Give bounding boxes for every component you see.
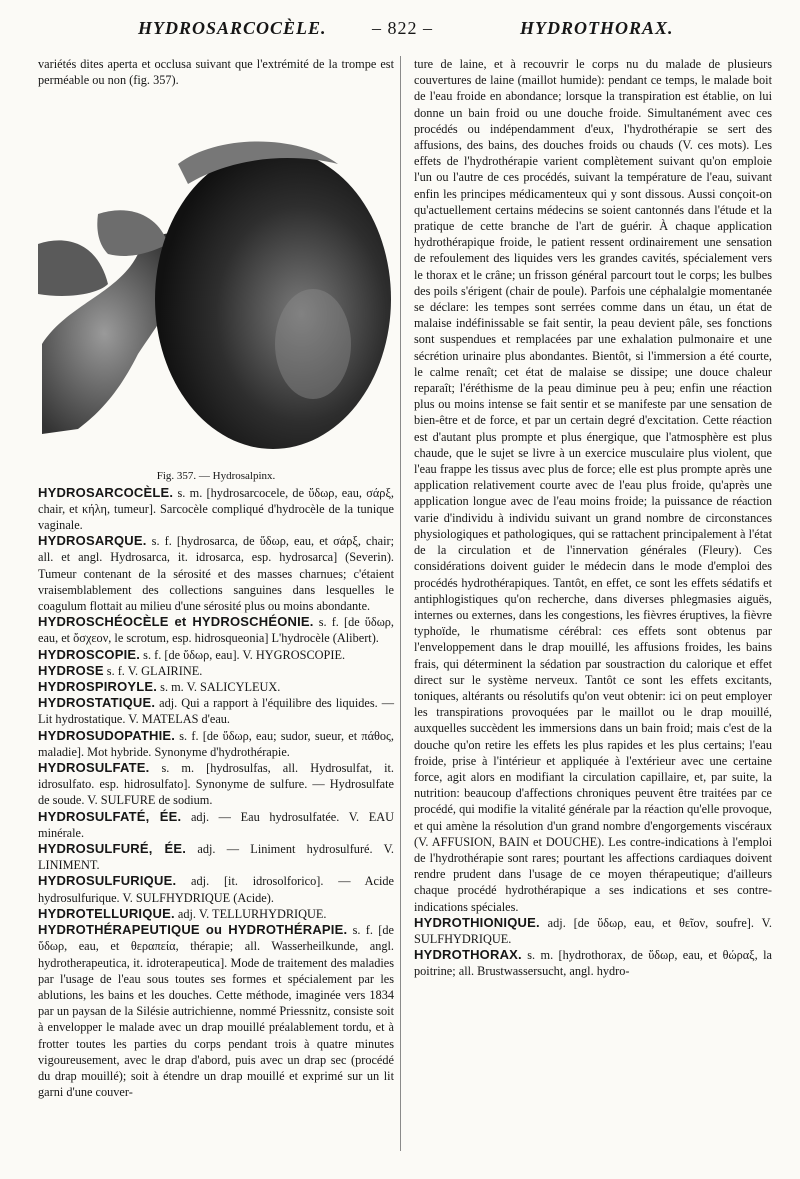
entry-definition: s. m. V. SALICYLEUX. [157, 680, 281, 695]
entry-headword: HYDROSTATIQUE. [38, 695, 156, 711]
dictionary-entry [38, 663, 394, 679]
right-continuation: ture de laine, et à recouvrir le corps nu du malade de plusieurs couvertures de laine (maillot humide): pendant ce temps, le malade boit de l'eau froide en abondance; lorsque la transpiration est établie, on lui donne un bain froid ou une douche froide. Simultanément avec ces procédés ou indépendamment d'eux, l'hydrothérapie se sert des affusions, des bains, des douches froids ou chauds (V. ces mots). Les effets de l'hydrothérapie varient complètement suivant qu'on emploie l'un ou l'autre de ces procédés, suivant la température de l'eau, suivant enfin les principes médicamenteux qui y sont dissous. Aussi conçoit-on qu'actuellement certains médecins se soient cantonnés dans l'étude et la pratique de cette branche de l'art de guérir. À chaque application hydrothérapique froide, le patient ressent ordinairement une sensation de refoulement des liquides vers les grandes cavités, spécialement vers le thorax et le crâne; un frisson général parcourt tout le corps; les bulbes des poils s'érigent (chair de poule). Parfois une céphalalgie momentanée se déclare: les tempes sont serrées comme dans un étau, un état de malaise indéfinissable se fait sentir, la peau devient pâle, ses fonctions sont suspendues et remplacées par une exhalation pulmonaire et une sécrétion urinaire plus abondantes. Bientôt, si l'immersion a été courte, le calme renaît; cet état de malaise se dissipe; une douce chaleur reparaît; l'éréthisme de la peau diminue peu à peu; enfin une réaction plus ou moins intense se fait sentir et se manifeste par une sensation de bien-être et de force, et par un certain degré d'excitation. Cette réaction est d'autant plus prompte et plus énergique, que l'atmosphère est plus chaude, que le sujet se livre à un exercice musculaire plus violent, que l'eau frappe les tissus avec plus de force; elle est plus prompte après une application relativement courte avec de l'eau plus froide, qu'après une application longue avec de l'eau moins froide; la puissance de réaction varie d'individu à individu suivant un grand nombre de circonstances physiologiques et pathologiques, qui se rattachent principalement à l'état de la circulation et de l'innervation générales (Fleury). Ces considérations doivent guider le médecin dans le mode d'emploi des procédés hydrothérapiques. Tantôt, en effet, ce sont les effets sédatifs et antiphlogistiques qu'on recherche, dans diverses phlegmasies aiguës, internes ou externes, dans les congestions, les fièvres éruptives, la fièvre typhoïde, le rhumatisme cérébral: ces effets sont obtenus par l'enveloppement dans le drap mouillé, les affusions froides, les bains frais, qui déterminent la sédation par soustraction du calorique et effet direct sur le système nerveux. Tantôt ce sont les effets excitants, toniques, altérants ou résolutifs qu'on veut obtenir: ici on peut employer les transpirations provoquées par le maillot ou le drap mouillé, auxquelles succèdent les immersions dans un bain froid; mais c'est de la douche qu'on retire les effets les plus rapides et les plus certains; l'eau froide, prise à l'intérieur et appliquée à l'extérieur avec une certaine force, agit alors en modifiant la circulation capillaire, et, par suite, la nutrition: beaucoup d'affections chroniques peuvent être traitées par ce procédé, qui modifie la vitalité générale par la réaction qu'elle provoque, et qui amène la résolution d'un grand nombre d'engorgements viscéraux (V. AFFUSION, BAIN et DOUCHE). Les contre-indications à l'emploi de l'hydrothérapie sont rares; pourtant les affections cardiaques doivent rendre prudent dans l'usage de ce moyen thérapeutique; d'ailleurs chaque procédé hydrothérapique a ses indications et ses contre-indications spéciales. [414, 57, 772, 914]
entry-definition: s. m. [hydrosulfas, all. Hydrosulfat, it. idrosulfato. esp. hidrosulfato]. Synonyme de sulfure. — Hydrosulfate de soude. V. SULFURE de sodium. [38, 761, 394, 808]
entry-headword: HYDROSULFATE. [38, 760, 150, 776]
entry-definition: s. f. V. GLAIRINE. [103, 663, 203, 678]
figure-caption: Fig. 357. — Hydrosalpinx. [156, 470, 276, 483]
dictionary-entry [38, 533, 394, 614]
entry-definition: s. f. [hydrosarca, de ὕδωρ, eau, et σάρξ, chair; all. et angl. Hydrosarca, it. idrosarca, esp. hydrosarca] (Severin). Tumeur contenant de la sérosité et des masses charnues; c'étaient vraisemblablement des collections sanguines dans lesquelles le coagulum flottait au milieu d'une sérosité plus ou moins abondante. [38, 534, 394, 614]
dictionary-entry [414, 947, 772, 979]
entry-definition: s. m. [hydrosarcocele, de ὕδωρ, eau, σάρξ, chair, et κήλη, tumeur]. Sarcocèle compliqué d'hydrocèle de la tunique vaginale. [38, 485, 394, 533]
running-header [0, 18, 800, 42]
header-right: HYDROTHORAX. [520, 18, 674, 38]
dictionary-entry [38, 485, 394, 534]
column-divider [400, 56, 401, 1151]
entry-definition: adj. V. TELLURHYDRIQUE. [174, 906, 327, 921]
entry-definition: adj. — Eau hydrosulfatée. V. EAU minérale. [38, 809, 394, 840]
dictionary-entry [38, 873, 394, 905]
entry-definition: s. f. [de ὕδωρ, eau, et ὄσχεον, le scrotum, esp. hidrosqueonia] L'hydrocèle (Alibert). [38, 615, 394, 646]
dictionary-entry [38, 809, 394, 841]
dictionary-entry [38, 922, 394, 1100]
entry-headword: HYDROSCHÉOCÈLE et HYDROSCHÉONIE. [38, 614, 314, 630]
entry-headword: HYDROSPIROYLE. [38, 679, 158, 695]
entry-headword: HYDROSUDOPATHIE. [38, 727, 176, 743]
entry-headword: HYDROSULFATÉ, ÉE. [38, 808, 182, 824]
right-entries [414, 915, 772, 980]
entry-headword: HYDROSARCOCÈLE. [38, 484, 174, 500]
dictionary-entry [38, 679, 394, 695]
entry-definition: s. f. [de ὕδωρ, eau]. V. HYGROSCOPIE. [140, 647, 346, 662]
entry-definition: s. f. [de ὕδωρ, eau, et θεραπεία, thérapie; all. Wasserheilkunde, angl. hydrotherapeutica, it. idroterapeutica]. Mode de traitement des maladies par l'usage de l'eau sous toutes ses formes et spécialement par les ablutions, les bains et les douches. Cette méthode, imaginée vers 1834 par un paysan de la Silésie autrichienne, nommé Priessnitz, consiste soit à envelopper le malade avec un drap mouillé préalablement tordu, et à frotter toutes les parties du corps pendant trois à quatre minutes vigoureusement, avec le drap d'abord, puis avec un drap sec (procédé du drap mouillé); soit à étendre un drap mouillé et exprimé sur un lit garni d'une couver- [38, 923, 394, 1100]
entry-headword: HYDROTHORAX. [414, 947, 522, 963]
entry-headword: HYDROSE [38, 662, 104, 678]
header-left: HYDROSARCOCÈLE. [138, 18, 327, 38]
dictionary-entry [38, 728, 394, 760]
hydrosalpinx-illustration [38, 94, 394, 464]
figure-hydrosalpinx [38, 94, 394, 464]
left-column [38, 56, 394, 1100]
dictionary-entry [414, 915, 772, 947]
entry-definition: s. f. [de ὕδωρ, eau; sudor, sueur, et πάθος, maladie]. Mot hybride. Synonyme d'hydrothérapie. [38, 728, 394, 759]
dictionary-entry [38, 841, 394, 873]
entry-headword: HYDROSCOPIE. [38, 646, 141, 662]
dictionary-entry [38, 647, 394, 663]
entry-definition: s. m. [hydrothorax, de ὕδωρ, eau, et θώραξ, la poitrine; all. Brustwassersucht, angl. hydro- [414, 948, 772, 979]
dictionary-entry [38, 695, 394, 727]
left-entries [38, 485, 394, 1101]
page-number: – 822 – [372, 18, 433, 38]
dictionary-entry [38, 614, 394, 646]
entry-definition: adj. Qui a rapport à l'équilibre des liquides. — Lit hydrostatique. V. MATELAS d'eau. [38, 696, 394, 727]
entry-headword: HYDROTHÉRAPEUTIQUE ou HYDROTHÉRAPIE. [38, 922, 348, 938]
entry-headword: HYDROSARQUE. [38, 533, 147, 549]
entry-definition: adj. [it. idrosolforico]. — Acide hydrosulfurique. V. SULFHYDRIQUE (Acide). [38, 874, 394, 905]
dictionary-entry [38, 906, 394, 922]
entry-headword: HYDROSULFURÉ, ÉE. [38, 841, 187, 857]
right-column [414, 56, 772, 980]
entry-headword: HYDROTHIONIQUE. [414, 914, 540, 930]
entry-definition: adj. [de ὕδωρ, eau, et θεῖον, soufre]. V. SULFHYDRIQUE. [414, 915, 772, 946]
entry-headword: HYDROTELLURIQUE. [38, 905, 175, 921]
entry-headword: HYDROSULFURIQUE. [38, 873, 177, 889]
entry-definition: adj. — Liniment hydrosulfuré. V. LINIMENT. [38, 842, 394, 873]
dictionary-entry [38, 760, 394, 809]
intro-text: variétés dites aperta et occlusa suivant que l'extrémité de la trompe est perméable ou non (fig. 357). [38, 57, 394, 88]
